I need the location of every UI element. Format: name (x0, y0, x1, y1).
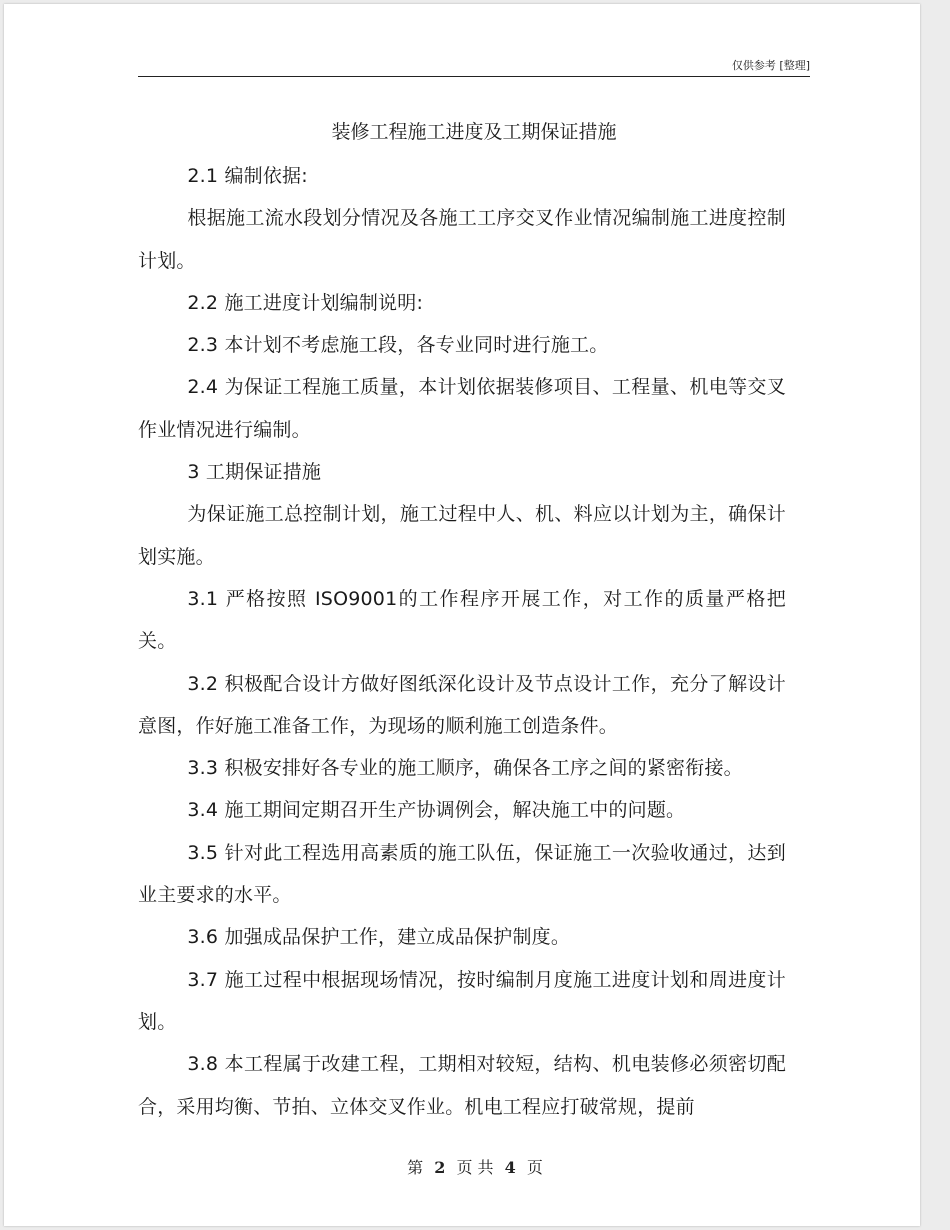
document-title: 装修工程施工进度及工期保证措施 (331, 121, 617, 143)
paragraph: 3.5 针对此工程选用高素质的施工队伍，保证施工一次验收通过，达到业主要求的水平。 (138, 841, 786, 907)
footer-suffix: 页 (526, 1158, 543, 1177)
paragraph: 根据施工流水段划分情况及各施工工序交叉作业情况编制施工进度控制计划。 (138, 207, 786, 272)
paragraph: 3.7 施工过程中根据现场情况，按时编制月度施工进度计划和周进度计划。 (138, 968, 786, 1033)
document-body (138, 155, 786, 1128)
paragraph: 2.3 本计划不考虑施工段，各专业同时进行施工。 (187, 334, 609, 357)
footer-total-pages: 4 (504, 1158, 516, 1177)
header-note: 仅供参考 [整理] (731, 59, 810, 72)
paragraph: 3.2 积极配合设计方做好图纸深化设计及节点设计工作，充分了解设计意图，作好施工准备工作，为现场的顺利施工创造条件。 (138, 672, 786, 737)
page-footer (0, 1155, 950, 1178)
paragraph: 为保证施工总控制计划，施工过程中人、机、料应以计划为主，确保计划实施。 (138, 503, 786, 568)
paragraph: 3.6 加强成品保护工作，建立成品保护制度。 (187, 926, 571, 949)
paragraph: 2.1 编制依据: (187, 165, 308, 187)
paragraph: 3 工期保证措施 (187, 461, 322, 484)
paragraph: 3.3 积极安排好各专业的施工顺序，确保各工序之间的紧密衔接。 (187, 757, 743, 780)
footer-prefix: 第 (407, 1158, 424, 1177)
paragraph: 3.1 严格按照 ISO9001的工作程序开展工作，对工作的质量严格把关。 (138, 587, 786, 653)
paragraph: 2.4 为保证工程施工质量，本计划依据装修项目、工程量、机电等交叉作业情况进行编制。 (138, 376, 786, 441)
footer-middle: 页 共 (456, 1158, 494, 1177)
footer-page-number: 2 (434, 1158, 446, 1177)
paragraph: 3.4 施工期间定期召开生产协调例会，解决施工中的问题。 (187, 799, 686, 822)
paragraph: 3.8 本工程属于改建工程，工期相对较短，结构、机电装修必须密切配合，采用均衡、节拍、立体交叉作业。机电工程应打破常规，提前 (138, 1053, 786, 1118)
page-header (138, 56, 810, 77)
paragraph: 2.2 施工进度计划编制说明: (187, 291, 424, 314)
